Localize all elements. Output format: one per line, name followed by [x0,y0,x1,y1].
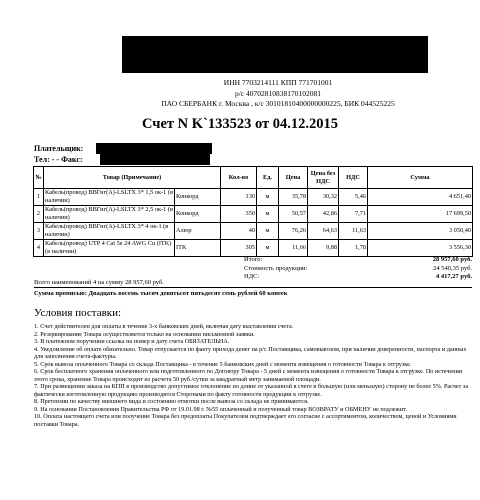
col-header-price-no-vat: Цена без НДС [308,167,339,189]
row-sum: 17 699,50 [368,206,473,223]
row-number: 3 [34,223,44,240]
row-price: 35,78 [279,189,308,206]
row-number: 2 [34,206,44,223]
payer-label: Плательщик: [34,144,84,153]
total-row [244,256,472,265]
row-price-no-vat: 30,32 [308,189,339,206]
list-item: 10. Оплата настоящего счета или получение Товара без предоплаты Покупателем подтверждает его согласие с ассортиментом, количеством, ценой и Условиями поставки Товара. [34,413,457,428]
row-price: 50,57 [279,206,308,223]
col-header-price: Цена [279,167,308,189]
row-brand: Алюр [175,223,221,240]
row-sum: 3 556,30 [368,240,473,257]
list-item: 3. В платежном поручении ссылка на номер и дату счета ОБЯЗАТЕЛЬНА. [34,338,230,345]
total-value: 28 957,60 руб. [432,256,472,263]
row-brand: ITK [175,240,221,257]
phone-fax-label: Тел: - - Факс: [34,155,83,164]
table-header-row [34,167,473,189]
row-price-no-vat: 9,88 [308,240,339,257]
settlement-account: р/с 40702810838170102081 [234,88,322,98]
row-product: Кабель(провод) UTP 4 Cat 5e 24 AWG Cu (ITK) (в наличии) [44,240,175,257]
row-unit: м [257,223,279,240]
list-item: 4. Уведомление об оплате обязательно. Товар отпускается по факту прихода денег на р/с Поставщика, самовывозом, при наличии доверенности, паспорта и данных для заполнения счета-фактуры. [34,345,467,360]
row-sum: 4 651,40 [368,189,473,206]
row-unit: м [257,206,279,223]
table-row [34,240,473,257]
row-product: Кабель(провод) ВВГнг(А)-LSLTX 3* 1,5 ок-1 (в наличии) [45,189,173,204]
row-brand: Конкорд [175,189,221,206]
row-unit: м [257,240,279,257]
redacted-header-block [122,36,428,73]
list-item: 6. Срок бесплатного хранения оплаченного или подготовленного по Договору Товара - 5 дней с момента извещения о готовности Товара к отгрузке. По истечении этого срока, хранение Товара происходит из расчета 50 руб./сутки за квадратный метр занимаемой площади. [34,368,463,383]
list-item: 8. Претензии по качеству внешнего вида и состоянию отмотки после вывоза со склада не принимаются. [34,398,309,405]
items-count: Всего наименований 4 на сумму 28 957,60 руб. [34,279,164,286]
row-qty: 40 [221,223,257,240]
goods-table [33,166,473,257]
bank-details [108,78,448,110]
row-vat: 1,78 [339,240,368,257]
bank-line: ПАО СБЕРБАНК г. Москва , к/с 30101810400000000225, БИК 044525225 [161,99,395,108]
col-header-number: № [34,167,44,189]
col-header-sum: Сумма [368,167,473,189]
conditions-list [34,323,474,428]
row-vat: 5,46 [339,189,368,206]
goods-cost-value: 24 540,35 руб. [433,264,472,272]
row-product: Кабель(провод) ВВГнг(А)-LSLTX 3* 2,5 ок-1 (в наличии) [45,206,173,221]
table-row [34,189,473,206]
table-row [34,206,473,223]
list-item: 7. При размещении заказа на КПП в производство допустимое отклонение по длине от указанной в счете в большую (или меньшую) сторону не более 5%. Расчет за фактически изготовленную продукцию производится Сторонами по факту готовности продукции к отгрузке. [34,383,469,398]
list-item: 1. Счет действителен для оплаты в течение 3-х банковских дней, включая дату выставления счета. [34,323,294,330]
row-vat: 7,71 [339,206,368,223]
col-header-product: Товар (Примечание) [44,167,221,189]
goods-cost-label: Стоимость продукции: [244,264,308,272]
row-unit: м [257,189,279,206]
row-qty: 350 [221,206,257,223]
divider [34,287,472,288]
col-header-qty: Кол-во [221,167,257,189]
row-number: 4 [34,240,44,257]
col-header-vat: НДС [339,167,368,189]
totals-block [244,256,472,282]
vat-row [244,273,472,282]
row-qty: 305 [221,240,257,257]
row-product: Кабель(провод) ВВГнг(А)-LSLTX 3* 4 ок-1 (в наличии) [44,223,175,240]
vat-value: 4 417,27 руб. [436,273,472,281]
row-sum: 3 050,40 [368,223,473,240]
row-price-no-vat: 64,63 [308,223,339,240]
goods-cost-row [244,265,472,274]
list-item: 5. Срок вывоза оплаченного Товара со склада Поставщика - в течение 5 банковских дней с момента извещения о готовности Товара к отгрузке. [34,360,412,368]
conditions-title: Условия поставки: [34,307,122,319]
table-row [34,223,473,240]
vat-label: НДС: [244,273,260,281]
row-vat: 11,63 [339,223,368,240]
row-price: 11,66 [279,240,308,257]
redacted-payer-name [96,143,212,154]
sum-in-words: Сумма прописью: Двадцать восемь тысяч девятьсот пятьдесят семь рублей 60 копеек [34,290,288,297]
row-price: 76,26 [279,223,308,240]
redacted-phone-fax [100,154,210,165]
col-header-unit: Ед. [257,167,279,189]
invoice-title: Счет N K`133523 от 04.12.2015 [141,116,339,132]
total-label: Итого: [244,256,263,263]
inn-kpp: ИНН 7703214111 КПП 771701001 [223,78,333,87]
row-price-no-vat: 42,86 [308,206,339,223]
row-brand: Конкорд [175,206,221,223]
row-number: 1 [34,189,44,206]
list-item: 2. Резервирование Товара осуществляется только на основании письменной заявки. [34,330,255,338]
list-item: 9. На основании Постановления Правительства РФ от 19.01.98 г. №55 оплаченный и полученный товар ВОЗВРАТУ и ОБМЕНУ не подлежит. [34,405,407,413]
row-qty: 130 [221,189,257,206]
